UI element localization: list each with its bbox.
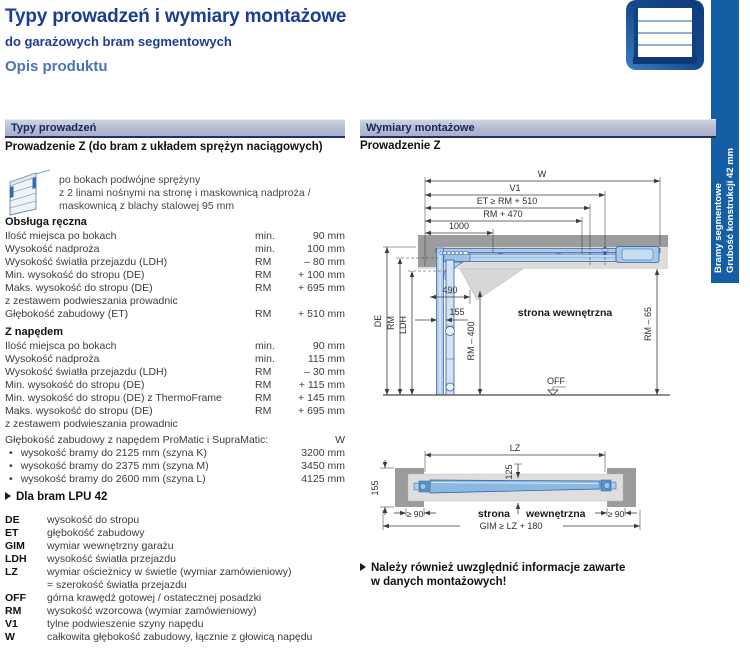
dim-DE: DE bbox=[373, 314, 383, 328]
dim-125: 125 bbox=[504, 464, 514, 480]
operator-head bbox=[616, 247, 659, 263]
legend-row: ET głębokość zabudowy bbox=[5, 527, 145, 539]
side-tab-line2: Grubość konstrukcji 42 mm bbox=[725, 147, 736, 273]
depth-row: • wysokość bramy do 2600 mm (szyna L) 4125 mm bbox=[5, 473, 345, 486]
spec-row: Wysokość światła przejazdu (LDH) RM – 30 mm bbox=[5, 366, 345, 378]
arrow-bullet-icon bbox=[5, 492, 11, 500]
legend-row: LZ wymiar ościeżnicy w świetle (wymiar zamówieniowy) bbox=[5, 566, 292, 578]
note-line2: w danych montażowych! bbox=[371, 576, 507, 588]
spec-row: Maks. wysokość do stropu (DE) RM + 695 mm bbox=[5, 405, 345, 417]
page-title: Typy prowadzeń i wymiary montażowe bbox=[5, 6, 347, 27]
dim-LDH: LDH bbox=[398, 315, 408, 335]
dim-GIM: GIM ≥ LZ + 180 bbox=[479, 521, 543, 531]
dim-OFF: OFF bbox=[547, 376, 565, 386]
depth-row: • wysokość bramy do 2375 mm (szyna M) 3450 mm bbox=[5, 460, 345, 473]
intro-line3: maskownicą z blachy stalowej 95 mm bbox=[59, 200, 235, 212]
side-tab-line1: Bramy segmentowe bbox=[713, 183, 724, 273]
intro-line2: z 2 linami nośnymi na stronę i maskownicą nadproża / bbox=[59, 187, 311, 199]
depth-title-row: Głębokość zabudowy z napędem ProMatic i SupraMatic: W bbox=[5, 434, 345, 446]
dim-155-plan: 155 bbox=[370, 480, 380, 496]
dim-RM: RM bbox=[386, 316, 396, 330]
page-subtitle: do garażowych bram segmentowych bbox=[5, 34, 232, 49]
inside-label-right: wewnętrzna bbox=[526, 508, 586, 520]
spec-row: Głębokość zabudowy (ET) RM + 510 mm bbox=[5, 308, 345, 320]
spec-row: Ilość miejsca po bokach min. 90 mm bbox=[5, 340, 345, 352]
note-line1: Należy również uwzględnić informacje zawarte bbox=[360, 561, 700, 575]
off-marker bbox=[547, 376, 566, 395]
abbreviation-legend bbox=[5, 514, 350, 644]
spec-row: Wysokość nadproża min. 100 mm bbox=[5, 243, 345, 255]
track-z-heading-right: Prowadzenie Z bbox=[360, 140, 441, 152]
small-door-illustration bbox=[5, 168, 51, 218]
mounting-note bbox=[360, 561, 700, 589]
legend-row: = szerokość światła przejazdu bbox=[47, 579, 187, 591]
spec-row: Maks. wysokość do stropu (DE) RM + 695 mm bbox=[5, 282, 345, 294]
dim-155: 155 bbox=[449, 307, 465, 317]
dim-1000: 1000 bbox=[448, 221, 470, 231]
frame-and-panel bbox=[408, 474, 623, 501]
spec-row: z zestawem podwieszania prowadnic bbox=[5, 295, 178, 307]
legend-row: W całkowita głębokość zabudowy, łącznie z głowicą napędu bbox=[5, 631, 313, 643]
legend-row: OFF górna krawędź gotowej / ostatecznej posadzki bbox=[5, 592, 262, 604]
dim-ET: ET ≥ RM + 510 bbox=[476, 196, 538, 206]
dim-V1: V1 bbox=[509, 183, 521, 193]
intro-block bbox=[5, 168, 345, 218]
depth-row: • wysokość bramy do 2125 mm (szyna K) 3200 mm bbox=[5, 447, 345, 460]
depth-block bbox=[5, 434, 345, 486]
for-doors-heading: Dla bram LPU 42 bbox=[5, 491, 107, 503]
section-header-track-types: Typy prowadzeń bbox=[5, 119, 345, 138]
legend-row: V1 tylne podwieszenie szyny napędu bbox=[5, 618, 204, 630]
intro-text bbox=[59, 168, 311, 218]
page-section-label: Opis produktu bbox=[5, 58, 108, 75]
manual-title: Obsługa ręczna bbox=[5, 216, 87, 228]
dim-RM470: RM + 470 bbox=[483, 209, 523, 219]
dim-ge90-left: ≥ 90 bbox=[406, 509, 424, 519]
manual-spec-table bbox=[5, 215, 345, 321]
inside-label-left: strona bbox=[477, 508, 510, 520]
spec-row: Ilość miejsca po bokach min. 90 mm bbox=[5, 230, 345, 242]
powered-spec-table bbox=[5, 325, 345, 431]
dim-RM400: RM – 400 bbox=[466, 321, 476, 361]
legend-row: GIM wymiar wewnętrzny garażu bbox=[5, 540, 174, 552]
side-view-diagram bbox=[360, 163, 710, 428]
spec-row: Wysokość światła przejazdu (LDH) RM – 80 mm bbox=[5, 256, 345, 268]
inside-label: strona wewnętrzna bbox=[517, 307, 613, 319]
dim-ge90-right: ≥ 90 bbox=[607, 509, 625, 519]
powered-title: Z napędem bbox=[5, 326, 64, 338]
intro-line1: po bokach podwójne sprężyny bbox=[59, 174, 201, 186]
arrow-bullet-icon bbox=[360, 563, 366, 571]
side-tab bbox=[711, 0, 739, 283]
dim-490: 490 bbox=[442, 285, 458, 295]
section-header-mounting-dims: Wymiary montażowe bbox=[360, 119, 716, 138]
legend-row: RM wysokość wzorcowa (wymiar zamówieniowy) bbox=[5, 605, 257, 617]
spec-row: Min. wysokość do stropu (DE) RM + 100 mm bbox=[5, 269, 345, 281]
sectional-door-icon bbox=[625, 0, 705, 72]
legend-row: LDH wysokość światła przejazdu bbox=[5, 553, 176, 565]
track-z-heading: Prowadzenie Z (do bram z układem sprężyn naciągowych) bbox=[5, 141, 323, 153]
dim-LZ: LZ bbox=[509, 443, 521, 453]
legend-row: DE wysokość do stropu bbox=[5, 514, 140, 526]
spec-row: Min. wysokość do stropu (DE) z ThermoFrame RM + 145 mm bbox=[5, 392, 345, 404]
spec-row: z zestawem podwieszania prowadnic bbox=[5, 418, 178, 430]
plan-view-diagram bbox=[360, 436, 710, 554]
spec-row: Wysokość nadproża min. 115 mm bbox=[5, 353, 345, 365]
dim-W: W bbox=[537, 169, 547, 179]
dim-RM65: RM – 65 bbox=[643, 306, 653, 342]
spec-row: Min. wysokość do stropu (DE) RM + 115 mm bbox=[5, 379, 345, 391]
